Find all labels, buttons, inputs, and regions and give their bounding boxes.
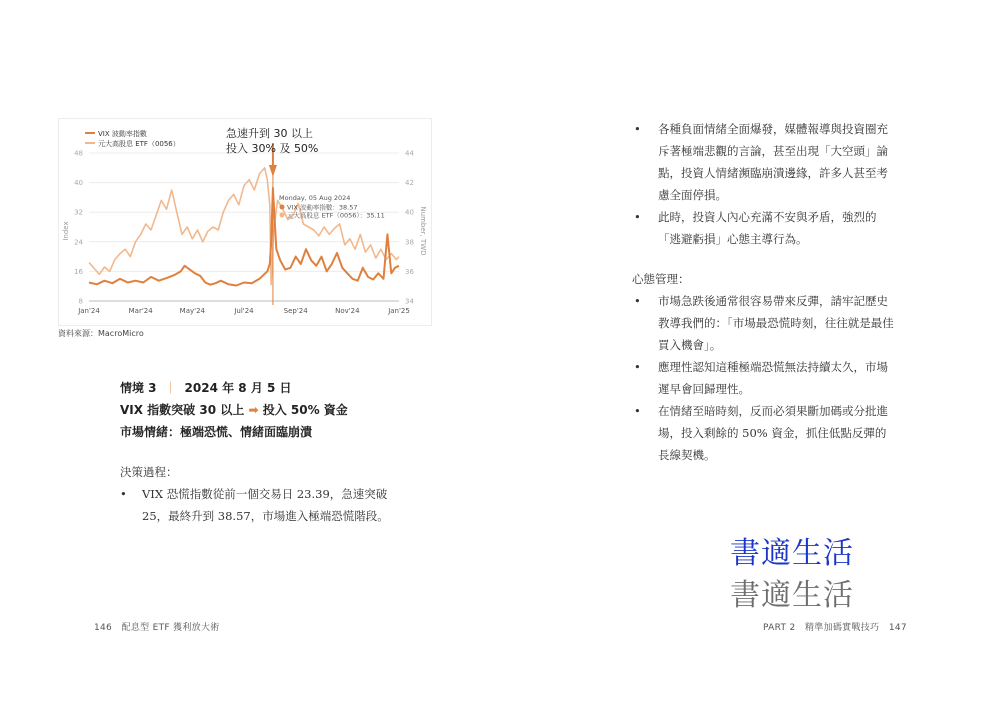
watermark-gray: 書適生活 [730,578,854,613]
mindset-heading: 心態管理： [632,272,690,286]
etf-series-line [89,168,399,285]
scenario-date: 2024 年 8 月 5 日 [184,381,292,395]
y-tick-label-right: 34 [405,297,414,306]
tooltip-dot-vix [280,205,285,210]
y-tick-label-left: 16 [74,267,83,276]
scenario-block [120,377,348,443]
y-tick-label-right: 44 [405,149,414,158]
y-tick-label-right: 42 [405,179,414,188]
tooltip-dot-etf [280,213,285,218]
x-tick-label: Mar'24 [128,307,153,315]
right-arrow-icon: ➡ [248,403,259,417]
y-tick-label-right: 38 [405,238,414,247]
list-item: • 市場急跌後通常很容易帶來反彈，請牢記歷史教導我們的：「市場最恐慌時刻，往往就是最佳買入機會」。 [632,290,894,356]
page-number: 146 [94,623,113,633]
callout-line2: 投入 30% 及 50% [226,142,319,155]
x-tick-label: Jul'24 [234,307,254,315]
x-tick-label: Sep'24 [283,307,308,315]
scenario-action [120,399,348,421]
scenario-action-post: 投入 50% 資金 [262,403,348,417]
scenario-separator: ｜ [164,381,177,395]
list-item: • 在情緒至暗時刻，反而必須果斷加碼或分批進場，投入剩餘的 50% 資金，抓住低點反彈的長線契機。 [632,400,894,466]
legend-label-etf: 元大高股息 ETF（0056） [98,140,180,148]
tooltip-vix [287,203,358,212]
chart-callout [226,126,318,156]
part-label: PART 2 [763,623,796,633]
chapter-title: 精準加碼實戰技巧 [804,623,880,633]
list-item: • VIX 恐慌指數從前一個交易日 23.39，急速突破 25，最終升到 38.57，市場進入極端恐慌階段。 [120,483,410,527]
scenario-sentiment: 市場情緒：極端恐慌、情緒面臨崩潰 [120,425,313,439]
legend-label-vix: VIX 波動率指數 [98,130,147,138]
watermark-blue: 書適生活 [730,536,854,571]
book-title: 配息型 ETF 獲利放大術 [121,623,220,633]
x-tick-label: Jan'24 [78,307,100,315]
tooltip-etf [287,211,385,220]
tooltip-vix-value: 38.57 [338,203,358,212]
left-footer [94,620,220,633]
y-tick-label-left: 24 [74,238,83,247]
tooltip-etf-label: 元大高股息 ETF（0056） [287,211,360,220]
right-page [500,0,1000,710]
y-tick-label-left: 40 [74,179,83,188]
scenario-title [120,377,348,399]
y-tick-label-right: 36 [405,267,414,276]
tooltip-date: Monday, 05 Aug 2024 [279,194,351,202]
list-item: • 應理性認知這種極端恐慌無法持續太久，市場遲早會回歸理性。 [632,356,894,400]
y-axis-title-left: Index [62,221,70,241]
process-heading: 決策過程： [120,465,178,479]
scenario-action-pre: VIX 指數突破 30 以上 [120,403,245,417]
x-tick-label: Nov'24 [335,307,360,315]
tooltip-etf-value: 35.11 [366,211,385,220]
x-tick-label: May'24 [179,307,205,315]
y-axis-title-right: Number, TWD [419,206,427,256]
emotion-list [632,118,894,250]
list-item: • 此時，投資人內心充滿不安與矛盾，強烈的「逃避虧損」心態主導行為。 [632,206,894,250]
y-tick-label-left: 32 [74,208,83,217]
callout-line1: 急速升到 30 以上 [226,127,313,140]
y-tick-label-left: 48 [74,149,83,158]
right-footer [763,620,907,633]
chart-tooltip [279,194,385,220]
x-tick-label: Jan'25 [388,307,410,315]
y-tick-label-left: 8 [78,297,83,306]
tooltip-vix-label: VIX 波動率指數 [287,203,333,212]
list-item: • 各種負面情緒全面爆發，媒體報導與投資圈充斥著極端悲觀的言論，甚至出現「大空頭」論點，投資人情緒瀕臨崩潰邊緣，許多人甚至考慮全面停損。 [632,118,894,206]
y-tick-label-right: 40 [405,208,414,217]
scenario-label: 情境 3 [120,381,157,395]
mindset-list [632,290,894,466]
chart-legend [85,129,180,148]
chart-source: 資料來源：MacroMicro [58,329,144,338]
tooltip-vix-sep: ： [332,203,339,212]
page-number: 147 [888,623,907,633]
process-list [120,483,410,527]
tooltip-etf-sep: ： [359,211,367,220]
